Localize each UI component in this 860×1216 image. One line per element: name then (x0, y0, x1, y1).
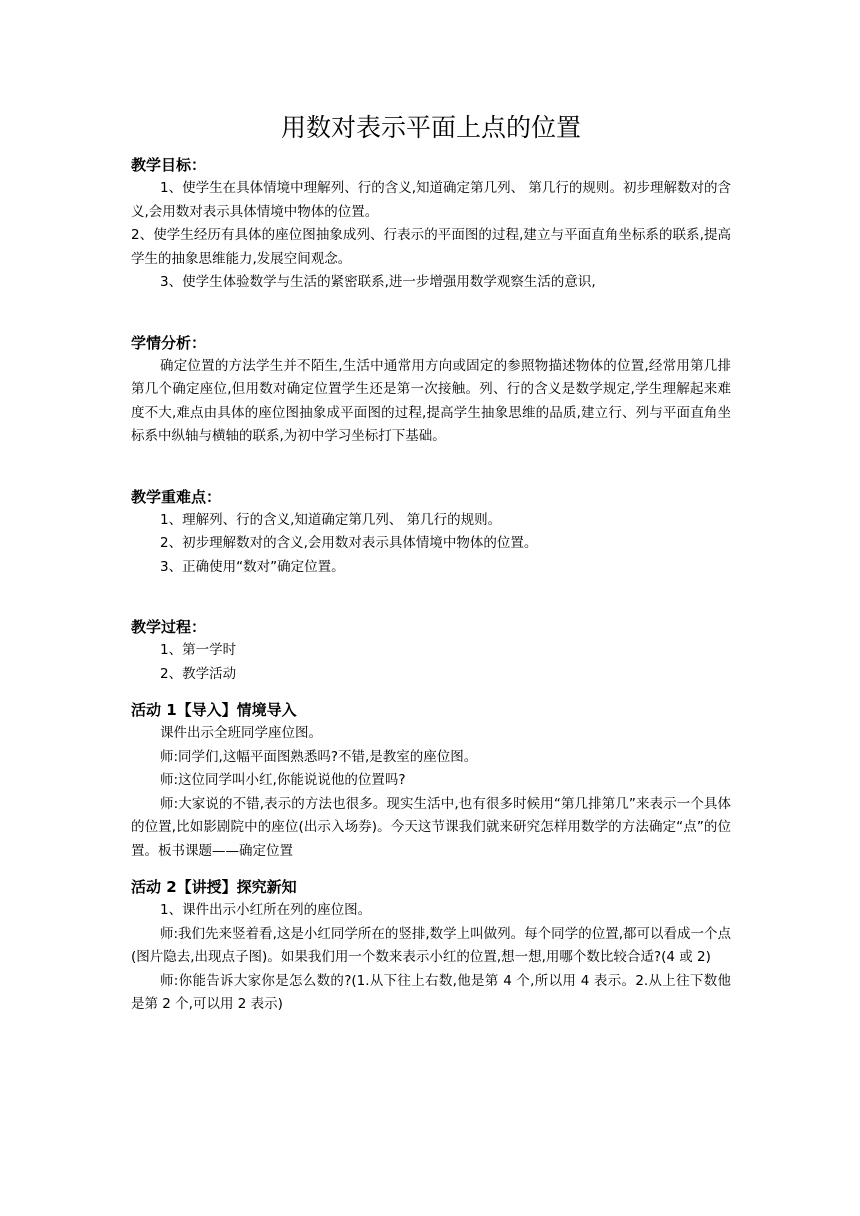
process-item: 2、教学活动 (160, 665, 237, 682)
activity-1-heading: 活动 1【导入】情境导入 (131, 701, 297, 719)
activity-2-heading: 活动 2【讲授】探究新知 (131, 878, 297, 896)
student-analysis-paragraph: 确定位置的方法学生并不陌生,生活中通常用方向或固定的参照物描述物体的位置,经常用第几排第几个确定座位,但用数对确定位置学生还是第一次接触。列、行的含义是数学规定,学生理解起来难度不大,难点由具体的座位图抽象成平面图的过程,提高学生抽象思维的品质,建立行、列与平面直角坐标系中纵轴与横轴的联系,为初中学习坐标打下基础。 (131, 357, 731, 444)
section-teaching-process (131, 615, 731, 686)
teaching-process-heading: 教学过程： (131, 618, 207, 636)
key-point-item: 1、理解列、行的含义,知道确定第几列、 第几行的规则。 (160, 511, 502, 528)
section-activity-2 (131, 875, 731, 1017)
section-student-analysis (131, 331, 731, 449)
key-point-item: 2、初步理解数对的含义,会用数对表示具体情境中物体的位置。 (160, 535, 538, 551)
key-points-heading: 教学重难点： (131, 487, 222, 506)
activity-2-paragraph: 1、课件出示小红所在列的座位图。 (160, 902, 372, 918)
teaching-goal-3: 3、使学生体验数学与生活的紧密联系,进一步增强用数学观察生活的意识, (160, 274, 596, 290)
section-activity-1 (131, 698, 731, 863)
activity-1-paragraph: 师:这位同学叫小红,你能说说他的位置吗? (160, 772, 406, 788)
activity-1-paragraph: 师:大家说的不错,表示的方法也很多。现实生活中,也有很多时候用“第几排第几”来表示一个具体的位置,比如影剧院中的座位(出示入场券)。今天这节课我们就来研究怎样用数学的方法确定“点”的位置。板书课题——确定位置 (131, 795, 731, 859)
activity-1-paragraph: 课件出示全班同学座位图。 (160, 725, 322, 741)
key-point-item: 3、正确使用“数对”确定位置。 (160, 558, 345, 575)
teaching-goals-heading: 教学目标： (131, 156, 207, 174)
student-analysis-heading: 学情分析： (131, 333, 207, 352)
section-teaching-goals (131, 153, 731, 295)
activity-2-paragraph: 师:你能告诉大家你是怎么数的?(1.从下往上右数,他是第 4 个,所以用 4 表示。2.从上往下数他是第 2 个,可以用 2 表示) (131, 972, 731, 1012)
document-title: 用数对表示平面上点的位置 (280, 113, 581, 142)
section-key-points (131, 485, 731, 580)
teaching-goal-1: 1、使学生在具体情境中理解列、行的含义,知道确定第几列、 第几行的规则。初步理解数对的含义,会用数对表示具体情境中物体的位置。 (131, 180, 731, 220)
teaching-goal-2: 2、使学生经历有具体的座位图抽象成列、行表示的平面图的过程,建立与平面直角坐标系的联系,提高学生的抽象思维能力,发展空间观念。 (131, 227, 731, 267)
activity-2-paragraph: 师:我们先来竖着看,这是小红同学所在的竖排,数学上叫做列。每个同学的位置,都可以看成一个点(图片隐去,出现点子图)。如果我们用一个数来表示小红的位置,想一想,用哪个数比较合适?(4 或 2) (131, 925, 731, 965)
document-page (131, 108, 731, 1017)
activity-1-paragraph: 师:同学们,这幅平面图熟悉吗?不错,是教室的座位图。 (160, 748, 478, 765)
process-item: 1、第一学时 (160, 642, 237, 658)
